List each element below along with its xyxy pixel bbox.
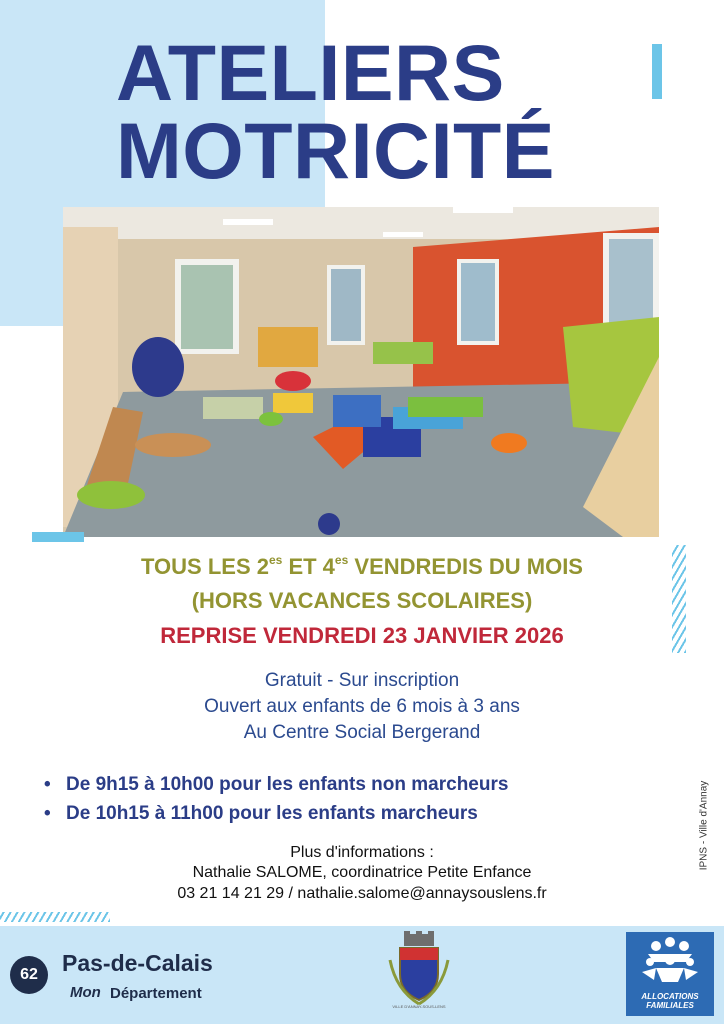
- title-line-2: MOTRICITÉ: [116, 106, 555, 195]
- accent-bar: [652, 44, 662, 99]
- resume-date: REPRISE VENDREDI 23 JANVIER 2026: [160, 623, 564, 648]
- schedule-frequency: [0, 554, 724, 580]
- playroom-photo: [63, 207, 659, 537]
- department-subtitle: Département: [110, 985, 202, 1002]
- department-number-badge: 62: [10, 956, 48, 994]
- credit-text: IPNS - Ville d'Annay: [698, 780, 710, 871]
- department-name: Pas-de-Calais: [62, 950, 213, 976]
- session-text: De 10h15 à 11h00 pour les enfants marcheurs: [66, 803, 478, 824]
- schedule-frequency-part: VENDREDIS DU MOIS: [348, 554, 583, 579]
- bullet: •: [44, 803, 51, 824]
- contact-heading: Plus d'informations :: [290, 844, 434, 861]
- contact-details[interactable]: 03 21 14 21 29 / nathalie.salome@annaysouslens.fr: [177, 885, 547, 902]
- info-location: Au Centre Social Bergerand: [243, 722, 481, 743]
- title-line-1: ATELIERS: [116, 28, 505, 117]
- session-item: [44, 799, 508, 828]
- session-item: [44, 770, 508, 799]
- poster-title: [116, 28, 555, 195]
- contact-person: Nathalie SALOME, coordinatrice Petite Enfance: [192, 864, 532, 881]
- schedule-frequency-part: TOUS LES 2: [141, 554, 269, 579]
- info-price: Gratuit - Sur inscription: [264, 670, 460, 691]
- department-mon: Mon: [70, 984, 101, 1001]
- crest-caption: VILLE D'ANNAY-SOUS-LENS: [392, 1004, 446, 1009]
- info-age-range: Ouvert aux enfants de 6 mois à 3 ans: [204, 696, 520, 717]
- caf-label: [626, 992, 714, 1010]
- ordinal-suffix: es: [334, 553, 349, 567]
- session-list: [44, 770, 508, 828]
- town-crest-icon: [388, 930, 450, 1010]
- schedule-frequency-part: ET 4: [282, 554, 335, 579]
- credit-vertical: [697, 778, 711, 876]
- decorative-hatch-bottom: [0, 912, 110, 922]
- schedule-exception: (HORS VACANCES SCOLAIRES): [191, 588, 533, 613]
- bullet: •: [44, 774, 51, 795]
- caf-logo: [626, 932, 714, 1016]
- session-text: De 9h15 à 10h00 pour les enfants non marcheurs: [66, 774, 509, 795]
- caf-label-line1: ALLOCATIONS: [641, 992, 699, 1001]
- accent-dash: [32, 532, 84, 542]
- caf-label-line2: FAMILIALES: [646, 1001, 694, 1010]
- caf-figures-icon: [626, 932, 714, 992]
- ordinal-suffix: es: [268, 553, 283, 567]
